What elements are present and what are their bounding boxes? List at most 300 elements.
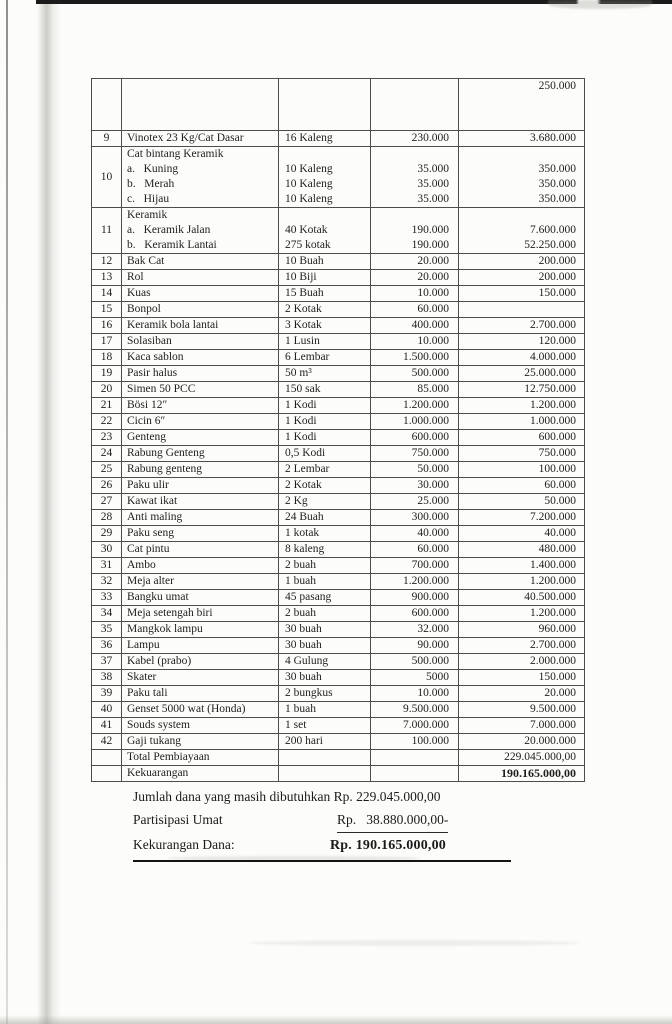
cell-line: 2 Kotak [285, 303, 322, 315]
cell-line: 15 [100, 303, 113, 315]
cell-line: 1 set [285, 719, 307, 731]
row-number-cell [92, 398, 122, 414]
cell-line: 38 [100, 671, 113, 683]
total-cell [459, 526, 585, 542]
cell-line: 27 [100, 495, 113, 507]
item-cell [122, 542, 279, 558]
cell-line: 39 [100, 687, 113, 699]
item-cell [122, 606, 279, 622]
cell-line: 31 [100, 559, 113, 571]
qty-cell [279, 79, 371, 131]
total-cell [459, 558, 585, 574]
row-number-cell [92, 766, 122, 782]
cell-line: Kawat ikat [127, 495, 178, 507]
unit-price-cell [371, 734, 459, 750]
qty-cell [279, 302, 371, 318]
item-cell [122, 734, 279, 750]
unit-price-cell [371, 334, 459, 350]
qty-cell [279, 766, 371, 782]
cell-line [371, 208, 458, 223]
row-number-cell [92, 478, 122, 494]
qty-cell [279, 638, 371, 654]
cell-line: 1.200.000 [530, 399, 576, 411]
cell-line: 4.000.000 [530, 351, 576, 363]
cell-line: 40.000 [417, 527, 449, 539]
cell-line: 9.500.000 [530, 703, 576, 715]
cell-line: 10.000 [417, 287, 449, 299]
unit-price-cell [371, 686, 459, 702]
cell-line: 190.165.000,00 [501, 766, 576, 780]
qty-cell [279, 350, 371, 366]
cell-line: 20 [100, 383, 113, 395]
total-cell [459, 334, 585, 350]
cell-line: Solasiban [127, 335, 172, 347]
unit-price-cell [371, 350, 459, 366]
cell-line: 7.000.000 [530, 719, 576, 731]
table-row [92, 478, 585, 494]
cell-line: Vinotex 23 Kg/Cat Dasar [127, 132, 244, 144]
qty-cell [279, 382, 371, 398]
qty-cell [279, 430, 371, 446]
cell-line: 13 [100, 271, 113, 283]
shortage-label: Kekurangan Dana: [133, 837, 235, 852]
cell-line: 34 [100, 607, 113, 619]
qty-cell [279, 718, 371, 734]
cell-line: 30.000 [417, 479, 449, 491]
qty-cell [279, 686, 371, 702]
qty-cell [279, 494, 371, 510]
item-cell [122, 430, 279, 446]
cell-line: 22 [100, 415, 113, 427]
cell-line: Paku ulir [127, 479, 169, 491]
unit-price-cell [371, 766, 459, 782]
item-cell [122, 510, 279, 526]
cell-line: 4 Gulung [285, 655, 329, 667]
cell-line: 2.700.000 [530, 319, 576, 331]
row-number-cell [92, 414, 122, 430]
total-cell [459, 318, 585, 334]
table-row [92, 494, 585, 510]
cell-line: 9.500.000 [403, 703, 449, 715]
cell-line: 600.000 [411, 607, 449, 619]
total-cell [459, 638, 585, 654]
cell-line: 100.000 [538, 463, 576, 475]
row-number-cell [92, 446, 122, 462]
cell-line: 19 [100, 367, 113, 379]
row-number-cell [92, 147, 122, 208]
cell-line: 10 Buah [285, 255, 324, 267]
cell-line: Paku seng [127, 527, 174, 539]
cell-line: 15 Buah [285, 287, 324, 299]
row-number-cell [92, 302, 122, 318]
cell-line: 35.000 [417, 163, 449, 175]
cell-line: 18 [100, 351, 113, 363]
total-cell [459, 350, 585, 366]
item-cell [122, 147, 279, 208]
row-number-cell [92, 131, 122, 147]
item-cell [122, 446, 279, 462]
unit-price-cell [371, 622, 459, 638]
qty-cell [279, 270, 371, 286]
unit-price-cell [371, 208, 459, 254]
cell-line: 23 [100, 431, 113, 443]
cell-line: 20.000 [417, 255, 449, 267]
cell-line: 350.000 [538, 163, 576, 175]
qty-cell [279, 590, 371, 606]
cell-line: 2 bungkus [285, 687, 333, 699]
cell-line: Anti maling [127, 511, 183, 523]
cell-line: Rabung genteng [127, 463, 203, 475]
summary-line-participation [133, 809, 515, 834]
cell-line: 960.000 [538, 623, 576, 635]
cell-line: 30 buah [285, 623, 322, 635]
cell-line: 190.000 [411, 239, 449, 251]
cell-line: Total Pembiayaan [127, 751, 210, 763]
cell-line: b. Merah [127, 178, 175, 190]
cell-line: 600.000 [538, 431, 576, 443]
qty-cell [279, 526, 371, 542]
cell-line: 16 Kaleng [285, 132, 333, 144]
item-cell [122, 670, 279, 686]
table-row [92, 350, 585, 366]
total-cell [459, 208, 585, 254]
table-row [92, 430, 585, 446]
cell-line: 60.000 [417, 543, 449, 555]
qty-cell [279, 654, 371, 670]
table-row [92, 718, 585, 734]
unit-price-cell [371, 526, 459, 542]
cell-line: Keramik bola lantai [127, 319, 219, 331]
cell-line: 1.200.000 [530, 607, 576, 619]
row-number-cell [92, 79, 122, 131]
cell-line: 6 Lembar [285, 351, 330, 363]
row-number-cell [92, 686, 122, 702]
item-cell [122, 414, 279, 430]
cell-line: 60.000 [544, 479, 576, 491]
cell-line: 8 kaleng [285, 543, 325, 555]
table-row [92, 558, 585, 574]
cell-line: Skater [127, 671, 157, 683]
total-cell [459, 542, 585, 558]
table-row [92, 446, 585, 462]
table-row [92, 79, 585, 131]
item-cell [122, 494, 279, 510]
table-row [92, 686, 585, 702]
qty-cell [279, 414, 371, 430]
cost-table-body [92, 79, 585, 782]
unit-price-cell [371, 510, 459, 526]
cell-line: 480.000 [538, 543, 576, 555]
row-number-cell [92, 638, 122, 654]
total-cell [459, 574, 585, 590]
qty-cell [279, 670, 371, 686]
cell-line [459, 302, 584, 317]
row-number-cell [92, 526, 122, 542]
cell-line: 20.000.000 [524, 735, 576, 747]
cell-line: 900.000 [411, 591, 449, 603]
cell-line: 25.000.000 [524, 367, 576, 379]
cell-line: 275 kotak [285, 239, 331, 251]
cell-line: 1 buah [285, 703, 316, 715]
cell-line: 14 [100, 287, 113, 299]
row-number-cell [92, 462, 122, 478]
cell-line: 7.200.000 [530, 511, 576, 523]
cell-line: 1 kotak [285, 527, 320, 539]
cell-line: 750.000 [411, 447, 449, 459]
unit-price-cell [371, 254, 459, 270]
cell-line [279, 147, 370, 162]
cell-line: Bösi 12″ [127, 399, 168, 411]
total-cell [459, 302, 585, 318]
cell-line: Bangku umat [127, 591, 189, 603]
cell-line: 29 [100, 527, 113, 539]
unit-price-cell [371, 750, 459, 766]
cell-line: 229.045.000,00 [504, 751, 576, 763]
cell-line: 10 Kaleng [285, 178, 333, 190]
cell-line: 40 Kotak [285, 224, 328, 236]
row-number-cell [92, 510, 122, 526]
cell-line: 1 Kodi [285, 415, 317, 427]
row-number-cell [92, 350, 122, 366]
cell-line: 150.000 [538, 287, 576, 299]
item-cell [122, 318, 279, 334]
cell-line: 1.200.000 [403, 575, 449, 587]
cell-line: 2.700.000 [530, 639, 576, 651]
cell-line: 35.000 [417, 178, 449, 190]
total-cell [459, 510, 585, 526]
cell-line [279, 750, 370, 765]
item-cell [122, 766, 279, 782]
table-row [92, 254, 585, 270]
row-number-cell [92, 318, 122, 334]
cell-line [92, 750, 121, 765]
scan-edge-line [6, 0, 8, 1024]
table-row [92, 414, 585, 430]
cell-line: 1.200.000 [403, 399, 449, 411]
item-cell [122, 208, 279, 254]
qty-cell [279, 462, 371, 478]
row-number-cell [92, 718, 122, 734]
qty-cell [279, 366, 371, 382]
item-cell [122, 718, 279, 734]
row-number-cell [92, 654, 122, 670]
cell-line: c. Hijau [127, 193, 170, 205]
cell-line: 9 [103, 132, 110, 144]
cell-line: 1.000.000 [403, 415, 449, 427]
row-number-cell [92, 542, 122, 558]
row-number-cell [92, 494, 122, 510]
item-cell [122, 334, 279, 350]
item-cell [122, 558, 279, 574]
cell-line: 150 sak [285, 383, 321, 395]
item-cell [122, 622, 279, 638]
cell-line: 150.000 [538, 671, 576, 683]
table-row [92, 574, 585, 590]
cell-line: 350.000 [538, 178, 576, 190]
cell-line: 20.000 [544, 687, 576, 699]
participation-label: Partisipasi Umat [133, 811, 223, 827]
cell-line: Simen 50 PCC [127, 383, 196, 395]
cell-line [371, 79, 458, 94]
unit-price-cell [371, 590, 459, 606]
qty-cell [279, 254, 371, 270]
cell-line: Kuas [127, 287, 151, 299]
total-cell [459, 270, 585, 286]
cell-line: 200.000 [538, 255, 576, 267]
cell-line: 30 buah [285, 639, 322, 651]
cell-line: 21 [100, 399, 113, 411]
total-cell [459, 718, 585, 734]
unit-price-cell [371, 718, 459, 734]
cell-line: 750.000 [538, 447, 576, 459]
item-cell [122, 478, 279, 494]
unit-price-cell [371, 542, 459, 558]
cell-line: b. Keramik Lantai [127, 239, 217, 251]
cell-line: 400.000 [411, 319, 449, 331]
cell-line: 500.000 [411, 367, 449, 379]
qty-cell [279, 542, 371, 558]
cell-line: 1 Lusin [285, 335, 320, 347]
total-cell [459, 414, 585, 430]
total-cell [459, 606, 585, 622]
cell-line: 5000 [426, 671, 449, 683]
cell-line: a. Keramik Jalan [127, 224, 211, 236]
cell-line [279, 766, 370, 781]
total-cell [459, 147, 585, 208]
cell-line: Rabung Genteng [127, 447, 205, 459]
row-number-cell [92, 702, 122, 718]
scan-bottom-shadow [0, 1015, 672, 1024]
total-cell [459, 494, 585, 510]
cell-line: 7.600.000 [530, 224, 576, 236]
cell-line: 1.500.000 [403, 351, 449, 363]
cell-line [371, 750, 458, 765]
total-cell [459, 654, 585, 670]
cell-line: Cicin 6″ [127, 415, 166, 427]
qty-cell [279, 622, 371, 638]
cell-line: Bak Cat [127, 255, 165, 267]
table-row [92, 510, 585, 526]
qty-cell [279, 478, 371, 494]
total-cell [459, 79, 585, 131]
cell-line: 500.000 [411, 655, 449, 667]
table-row [92, 702, 585, 718]
cell-line: 250.000 [538, 80, 576, 92]
row-number-cell [92, 670, 122, 686]
table-row [92, 302, 585, 318]
table-row [92, 131, 585, 147]
total-cell [459, 254, 585, 270]
row-number-cell [92, 254, 122, 270]
unit-price-cell [371, 654, 459, 670]
cell-line: Keramik [127, 209, 168, 221]
total-cell [459, 286, 585, 302]
item-cell [122, 382, 279, 398]
table-row [92, 147, 585, 208]
page-curl-shadow [548, 0, 652, 9]
item-cell [122, 270, 279, 286]
cell-line: 2 Kotak [285, 479, 322, 491]
qty-cell [279, 510, 371, 526]
cell-line: 12 [100, 255, 113, 267]
total-cell [459, 398, 585, 414]
qty-cell [279, 446, 371, 462]
cell-line: 0,5 Kodi [285, 447, 326, 459]
unit-price-cell [371, 478, 459, 494]
item-cell [122, 686, 279, 702]
cell-line: 40.000 [544, 527, 576, 539]
cell-line: a. Kuning [127, 163, 179, 175]
unit-price-cell [371, 382, 459, 398]
row-number-cell [92, 366, 122, 382]
item-cell [122, 79, 279, 131]
qty-cell [279, 558, 371, 574]
row-number-cell [92, 750, 122, 766]
unit-price-cell [371, 638, 459, 654]
table-row [92, 670, 585, 686]
row-number-cell [92, 382, 122, 398]
table-row [92, 270, 585, 286]
total-cell [459, 366, 585, 382]
unit-price-cell [371, 131, 459, 147]
cell-line: 30 buah [285, 671, 322, 683]
total-cell [459, 462, 585, 478]
cell-line: Kabel (prabo) [127, 655, 192, 667]
cell-line: 12.750.000 [524, 383, 576, 395]
row-number-cell [92, 208, 122, 254]
cell-line: 2 Lembar [285, 463, 330, 475]
cell-line: 30 [100, 543, 113, 555]
qty-cell [279, 734, 371, 750]
item-cell [122, 574, 279, 590]
cell-line: 25.000 [417, 495, 449, 507]
table-row [92, 542, 585, 558]
cell-line: Bonpol [127, 303, 161, 315]
row-number-cell [92, 622, 122, 638]
cell-line: 25 [100, 463, 113, 475]
qty-cell [279, 334, 371, 350]
cell-line: Gaji tukang [127, 735, 181, 747]
row-number-cell [92, 334, 122, 350]
cell-line: 3.680.000 [530, 132, 576, 144]
table-row [92, 286, 585, 302]
qty-cell [279, 574, 371, 590]
cell-line: 40.500.000 [524, 591, 576, 603]
total-cell [459, 446, 585, 462]
cell-line [371, 766, 458, 781]
cell-line: 700.000 [411, 559, 449, 571]
unit-price-cell [371, 462, 459, 478]
item-cell [122, 590, 279, 606]
row-number-cell [92, 734, 122, 750]
cell-line: 1.000.000 [530, 415, 576, 427]
cell-line [92, 766, 121, 781]
cell-line: 1.200.000 [530, 575, 576, 587]
cell-line: Cat bintang Keramik [127, 148, 224, 160]
cell-line: 200.000 [538, 271, 576, 283]
qty-cell [279, 318, 371, 334]
unit-price-cell [371, 270, 459, 286]
unit-price-cell [371, 302, 459, 318]
cell-line: 1 Kodi [285, 399, 317, 411]
cell-line: 90.000 [417, 639, 449, 651]
cell-line: Lampu [127, 639, 160, 651]
participation-amount: Rp. 38.880.000,00- [337, 809, 448, 834]
cell-line [92, 79, 121, 94]
cell-line: 230.000 [411, 132, 449, 144]
unit-price-cell [371, 670, 459, 686]
qty-cell [279, 398, 371, 414]
